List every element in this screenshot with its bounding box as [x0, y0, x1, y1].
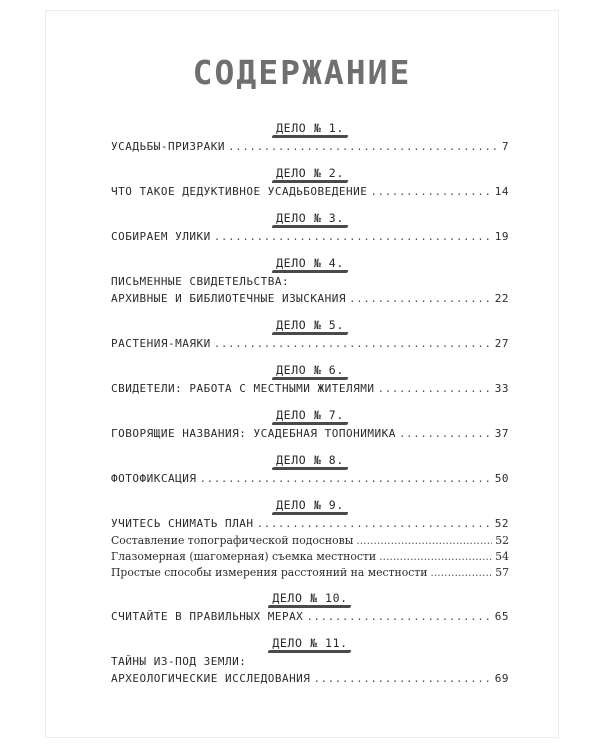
- toc-entry[interactable]: [111, 337, 509, 354]
- toc-entry[interactable]: [111, 230, 509, 247]
- case-heading: [111, 408, 509, 427]
- toc-subentry-page: 57: [495, 566, 509, 579]
- toc-subentry[interactable]: [111, 534, 509, 550]
- toc-entry-page: 65: [494, 610, 509, 623]
- dot-leader: [430, 566, 492, 579]
- toc-entry-title: УСАДЬБЫ-ПРИЗРАКИ: [111, 140, 225, 153]
- dot-leader: [349, 292, 492, 305]
- dot-leader: [370, 185, 491, 198]
- case-label: ДЕЛО № 7.: [276, 408, 344, 425]
- toc-entry-page: 19: [494, 230, 509, 243]
- toc-entry[interactable]: [111, 472, 509, 489]
- book-page: [45, 10, 559, 738]
- case-heading: [111, 166, 509, 185]
- toc-subentry-page: 52: [495, 534, 509, 547]
- case-heading: [111, 498, 509, 517]
- toc-entry[interactable]: [111, 610, 509, 627]
- toc-entry-page: 27: [494, 337, 509, 350]
- case-heading: [111, 318, 509, 337]
- case-label: ДЕЛО № 6.: [276, 363, 344, 380]
- case-label: ДЕЛО № 11.: [272, 636, 347, 653]
- toc-entry[interactable]: [111, 672, 509, 689]
- toc-entry[interactable]: [111, 427, 509, 444]
- case-heading: [111, 256, 509, 275]
- toc-entry-page: 52: [494, 517, 509, 530]
- dot-leader: [214, 230, 492, 243]
- toc-entry-title: СВИДЕТЕЛИ: РАБОТА С МЕСТНЫМИ ЖИТЕЛЯМИ: [111, 382, 375, 395]
- toc-subentry[interactable]: [111, 550, 509, 566]
- toc-entry-page: 37: [494, 427, 509, 440]
- dot-leader: [228, 140, 499, 153]
- toc-entry-page: 69: [494, 672, 509, 685]
- toc-entry[interactable]: [111, 382, 509, 399]
- dot-leader: [256, 517, 491, 530]
- toc-subentry-title: Составление топографической подосновы: [111, 534, 354, 547]
- toc-entry-title: УЧИТЕСЬ СНИМАТЬ ПЛАН: [111, 517, 254, 530]
- toc-entry-title: РАСТЕНИЯ-МАЯКИ: [111, 337, 211, 350]
- case-heading: [111, 363, 509, 382]
- toc-entry[interactable]: [111, 517, 509, 534]
- toc-entry[interactable]: [111, 292, 509, 309]
- toc-entry-page: 33: [494, 382, 509, 395]
- dot-leader: [399, 427, 492, 440]
- case-label: ДЕЛО № 10.: [272, 591, 347, 608]
- case-label: ДЕЛО № 3.: [276, 211, 344, 228]
- toc-entry-page: 22: [494, 292, 509, 305]
- case-heading: [111, 211, 509, 230]
- dot-leader: [313, 672, 491, 685]
- toc-entry[interactable]: [111, 185, 509, 202]
- dot-leader: [214, 337, 492, 350]
- toc-entry-title: ЧТО ТАКОЕ ДЕДУКТИВНОЕ УСАДЬБОВЕДЕНИЕ: [111, 185, 368, 198]
- toc-entry-title: ГОВОРЯЩИЕ НАЗВАНИЯ: УСАДЕБНАЯ ТОПОНИМИКА: [111, 427, 396, 440]
- page-title: СОДЕРЖАНИЕ: [192, 53, 412, 92]
- case-label: ДЕЛО № 5.: [276, 318, 344, 335]
- toc-entry-page: 50: [494, 472, 509, 485]
- case-heading: [111, 453, 509, 472]
- toc-entry[interactable]: [111, 140, 509, 157]
- case-label: ДЕЛО № 8.: [276, 453, 344, 470]
- toc-entry-title: ФОТОФИКСАЦИЯ: [111, 472, 197, 485]
- table-of-contents: [111, 121, 509, 689]
- toc-subentry-page: 54: [495, 550, 509, 563]
- toc-entry-title: СЧИТАЙТЕ В ПРАВИЛЬНЫХ МЕРАХ: [111, 610, 304, 623]
- case-label: ДЕЛО № 4.: [276, 256, 344, 273]
- toc-entry-page: 14: [494, 185, 509, 198]
- toc-subentry-title: Глазомерная (шагомерная) съемка местности: [111, 550, 377, 563]
- toc-subentry-title: Простые способы измерения расстояний на местности: [111, 566, 428, 579]
- dot-leader: [306, 610, 491, 623]
- case-label: ДЕЛО № 9.: [276, 498, 344, 515]
- case-heading: [111, 636, 509, 655]
- toc-subentry[interactable]: [111, 566, 509, 582]
- case-heading: [111, 591, 509, 610]
- dot-leader: [199, 472, 491, 485]
- dot-leader: [356, 534, 492, 547]
- case-heading: [111, 121, 509, 140]
- toc-entry-page: 7: [501, 140, 509, 153]
- dot-leader: [378, 382, 492, 395]
- dot-leader: [379, 550, 492, 563]
- case-label: ДЕЛО № 2.: [276, 166, 344, 183]
- toc-entry-title: АРХИВНЫЕ И БИБЛИОТЕЧНЫЕ ИЗЫСКАНИЯ: [111, 292, 347, 305]
- toc-entry-title: СОБИРАЕМ УЛИКИ: [111, 230, 211, 243]
- toc-entry-title: АРХЕОЛОГИЧЕСКИЕ ИССЛЕДОВАНИЯ: [111, 672, 311, 685]
- case-label: ДЕЛО № 1.: [276, 121, 344, 138]
- toc-entry-lead: ТАЙНЫ ИЗ-ПОД ЗЕМЛИ:: [111, 655, 247, 668]
- toc-entry-lead: ПИСЬМЕННЫЕ СВИДЕТЕЛЬСТВА:: [111, 275, 290, 288]
